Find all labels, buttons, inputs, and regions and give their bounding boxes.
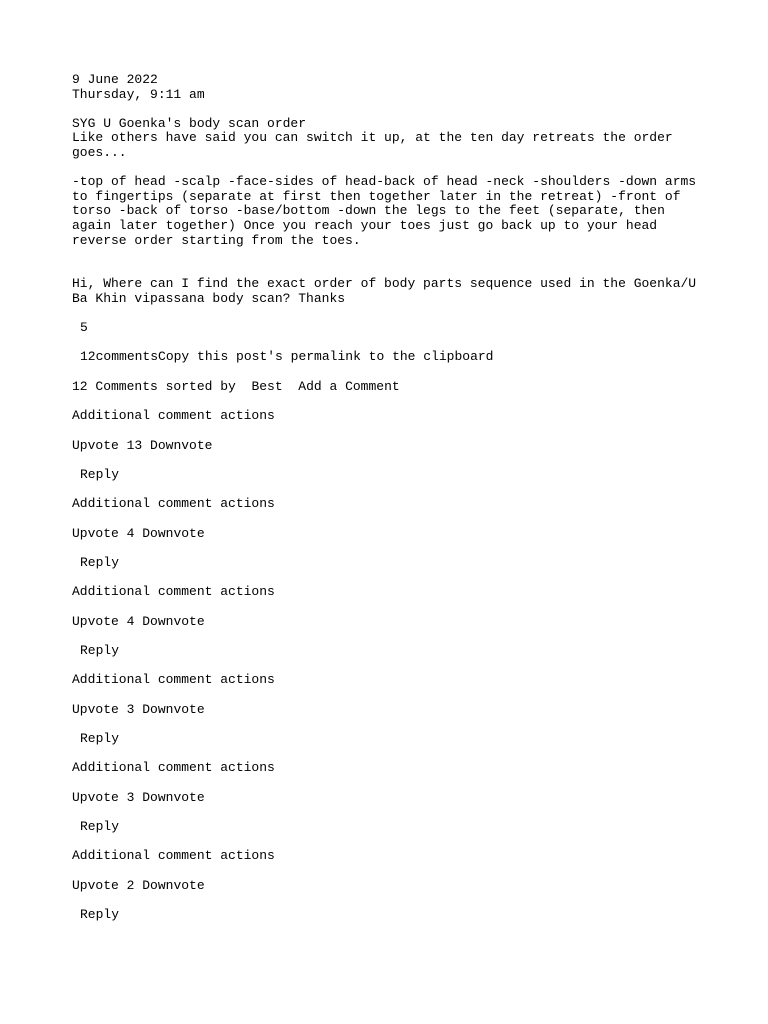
comment	[72, 673, 700, 746]
reply-button[interactable]: Reply	[72, 732, 119, 747]
upvote-button[interactable]: Upvote	[72, 701, 119, 717]
downvote-button[interactable]: Downvote	[150, 437, 213, 453]
upvote-button[interactable]: Upvote	[72, 613, 119, 629]
downvote-button[interactable]: Downvote	[142, 613, 205, 629]
post-body: -top of head -scalp -face-sides of head-back of head -neck -shoulders -down arms to fingertips (separate at first then together later in the retreat) -front of torso -back of torso -base/bottom -down the legs to the feet (separate, then again later together) Once you reach your toes just go back up to your head reverse order starting from the toes.	[72, 174, 704, 248]
post	[72, 72, 704, 365]
comments-count-label: 12 Comments sorted by	[72, 378, 236, 394]
comment-votes	[72, 791, 700, 806]
comments-header	[72, 380, 700, 395]
post-day-time: Thursday, 9:11 am	[72, 86, 205, 102]
comment	[72, 761, 700, 834]
sort-dropdown[interactable]: Best	[251, 378, 283, 394]
comment-score: 3	[126, 701, 135, 717]
comment-actions-button[interactable]: Additional comment actions	[72, 584, 275, 599]
reply-button[interactable]: Reply	[72, 820, 119, 835]
comment-votes	[72, 527, 700, 542]
comment-score: 13	[126, 437, 143, 453]
comment-actions-button[interactable]: Additional comment actions	[72, 671, 275, 687]
upvote-button[interactable]: Upvote	[72, 877, 119, 893]
add-comment-button[interactable]: Add a Comment	[298, 378, 400, 394]
downvote-button[interactable]: Downvote	[142, 877, 205, 893]
comment-score: 3	[126, 789, 135, 805]
comment-actions-button[interactable]: Additional comment actions	[72, 759, 275, 775]
reply-button[interactable]: Reply	[72, 556, 119, 571]
comment-score: 4	[126, 525, 135, 541]
comment-count: 12	[80, 349, 96, 365]
upvote-button[interactable]: Upvote	[72, 525, 119, 541]
post-intro: Like others have said you can switch it up, at the ten day retreats the order goes...	[72, 130, 681, 160]
comment-score: 4	[126, 613, 135, 629]
post-score: 5	[80, 320, 88, 336]
post-title: SYG U Goenka's body scan order	[72, 115, 307, 131]
post-footer	[72, 350, 700, 365]
comment-actions-button[interactable]: Additional comment actions	[72, 847, 275, 863]
comments-label: comments	[95, 349, 159, 365]
post-date: 9 June 2022	[72, 72, 158, 87]
comment-actions-button[interactable]: Additional comment actions	[72, 496, 275, 512]
comment-score: 2	[126, 877, 135, 893]
post-question: Hi, Where can I find the exact order of body parts sequence used in the Goenka/U Ba Khin vipassana body scan? Thanks	[72, 276, 704, 306]
reply-button[interactable]: Reply	[72, 908, 119, 923]
comments-link[interactable]	[80, 349, 158, 364]
comment-votes	[72, 615, 700, 630]
comment-votes	[72, 879, 700, 894]
upvote-button[interactable]: Upvote	[72, 789, 119, 805]
reply-button[interactable]: Reply	[72, 644, 119, 659]
copy-permalink-button[interactable]: Copy this post's permalink to the clipboard	[158, 349, 494, 365]
reply-button[interactable]: Reply	[72, 468, 119, 483]
comment	[72, 409, 700, 482]
comments-list	[72, 409, 700, 922]
upvote-button[interactable]: Upvote	[72, 437, 119, 453]
downvote-button[interactable]: Downvote	[142, 701, 205, 717]
downvote-button[interactable]: Downvote	[142, 525, 205, 541]
comment-actions-button[interactable]: Additional comment actions	[72, 408, 275, 424]
comment	[72, 585, 700, 658]
comment-votes	[72, 703, 700, 718]
comment	[72, 849, 700, 922]
comment	[72, 497, 700, 570]
comment-votes	[72, 439, 700, 454]
downvote-button[interactable]: Downvote	[142, 789, 205, 805]
